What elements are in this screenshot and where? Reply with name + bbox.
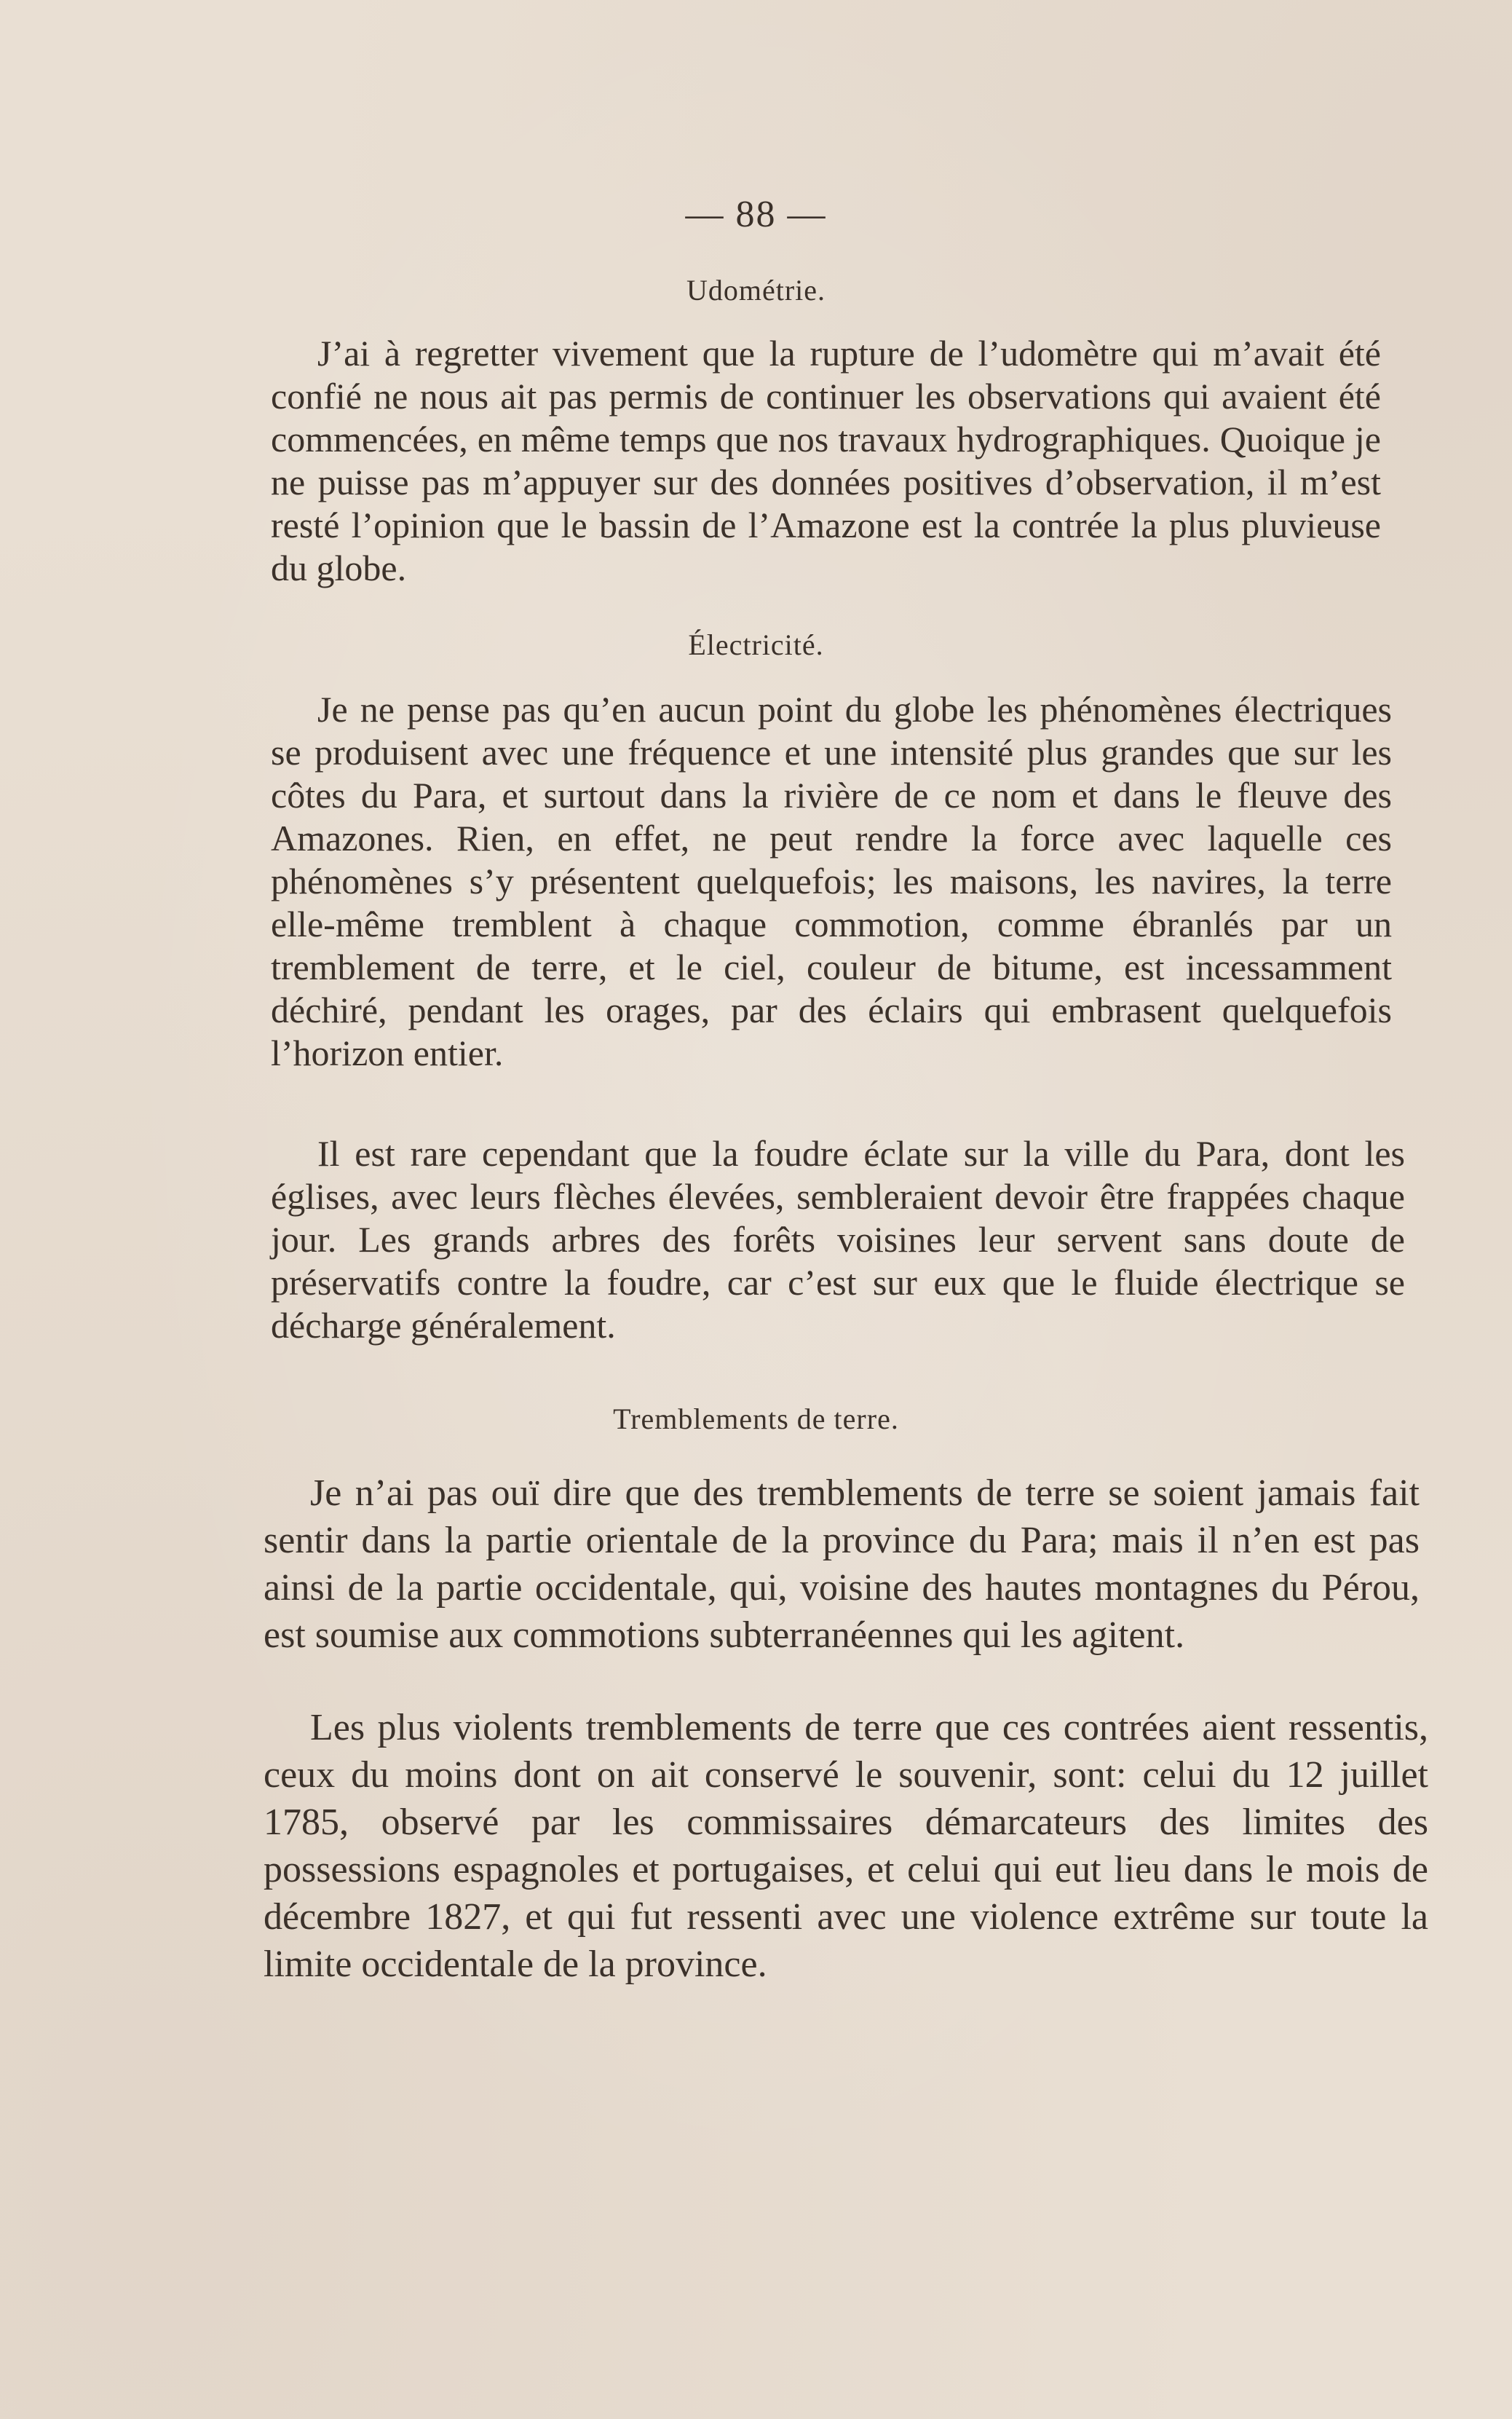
paragraph-electricite-2: Il est rare cependant que la foudre éclate sur la ville du Para, dont les églises, avec leurs flèches élevées, sembleraient devoir être frappées chaque jour. Les grands arbres des forêts voisines leur servent sans doute de préservatifs contre la foudre, car c’est sur eux que le fluide électrique se décharge généralement. <box>271 1133 1405 1346</box>
paragraph-tremblements-2: Les plus violents tremblements de terre que ces contrées aient ressentis, ceux du moins dont on ait conservé le souvenir, sont: celui du 12 juillet 1785, observé par les commissaires démarcateurs des limites des possessions espagnoles et portugaises, et celui qui eut lieu dans le mois de décembre 1827, et qui fut ressenti avec une violence extrême sur toute la limite occidentale de la province. <box>264 1707 1428 1985</box>
paragraph-udometrie: J’ai à regretter vivement que la rupture de l’udomètre qui m’avait été confié ne nous ait pas permis de continuer les observations qui avaient été commencées, en même temps que nos travaux hydrographiques. Quoique je ne puisse pas m’appuyer sur des données positives d’observation, il m’est resté l’opinion que le bassin de l’Amazone est la contrée la plus pluvieuse du globe. <box>271 333 1381 588</box>
paragraph-tremblements-1: Je n’ai pas ouï dire que des tremblements de terre se soient jamais fait sentir dans la partie orientale de la province du Para; mais il n’en est pas ainsi de la partie occidentale, qui, voisine des hautes montagnes du Pérou, est soumise aux commotions subterranéennes qui les agitent. <box>264 1472 1420 1656</box>
section-heading-tremblements: Tremblements de terre. <box>613 1402 899 1435</box>
section-heading-electricite: Électricité. <box>688 628 824 661</box>
page-number: — 88 — <box>685 194 827 235</box>
section-heading-udometrie: Udométrie. <box>686 274 826 307</box>
paragraph-electricite-1: Je ne pense pas qu’en aucun point du globe les phénomènes électriques se produisent avec une fréquence et une intensité plus grandes que sur les côtes du Para, et surtout dans la rivière de ce nom et dans le fleuve des Amazones. Rien, en effet, ne peut rendre la force avec laquelle ces phénomènes s’y présentent quelquefois; les maisons, les navires, la terre elle-même tremblent à chaque commotion, comme ébranlés par un tremblement de terre, et le ciel, couleur de bitume, est incessamment déchiré, pendant les orages, par des éclairs qui embrasent quelquefois l’horizon entier. <box>271 689 1392 1073</box>
